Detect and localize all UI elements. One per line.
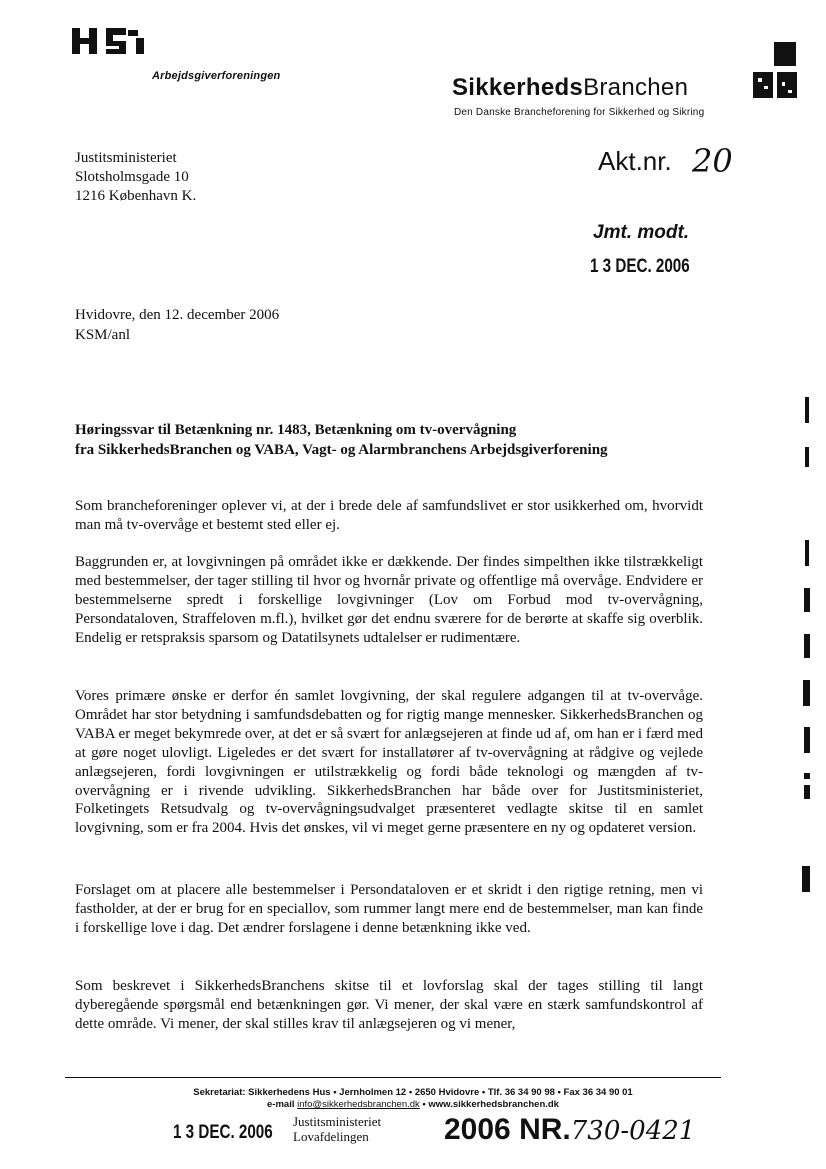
sb-logo-name — [452, 74, 688, 102]
margin-mark — [804, 634, 810, 658]
body-paragraph: Forslaget om at placere alle bestemmelser i Persondataloven er et skridt i den rigtige retning, men vi fastholder, at der er brug for en speciallov, som rummer langt mere end de bestemmelser, man kan finde i forskellige love i dag. Det ændrer forslagene i denne betænkning ikke ved. — [75, 882, 703, 936]
recipient-line: 1216 København K. — [75, 188, 197, 204]
margin-mark — [804, 727, 810, 753]
receipt-stamp-ministry — [293, 1114, 381, 1144]
reference-initials: KSM/anl — [75, 327, 131, 343]
sb-logo-name-light: Branchen — [583, 74, 689, 101]
margin-mark — [805, 447, 809, 467]
hs-tagline: Arbejdsgiverforeningen — [152, 70, 281, 82]
footer-email-label: e-mail — [267, 1099, 298, 1110]
body-paragraph: Som brancheforeninger oplever vi, at der i brede dele af samfundslivet er stor usikkerhed om, hvorvidt man må tv-overvåge et bestemt sted eller ej. — [75, 498, 703, 533]
akt-nr-handwritten: 20 — [692, 142, 733, 180]
margin-mark — [804, 773, 810, 779]
subject-heading — [75, 420, 608, 460]
akt-nr-label: Akt.nr. — [598, 146, 672, 176]
margin-mark — [803, 680, 810, 706]
footer-email-link[interactable]: info@sikkerhedsbranchen.dk — [297, 1099, 420, 1110]
recipient-address — [75, 149, 196, 206]
subject-line: fra SikkerhedsBranchen og VABA, Vagt- og Alarmbranchens Arbejdsgiverforening — [75, 442, 608, 458]
receipt-number-handwritten: 730-0421 — [570, 1116, 696, 1146]
receipt-number — [444, 1113, 695, 1147]
sb-logo-subtitle: Den Danske Brancheforening for Sikkerhed og Sikring — [454, 107, 705, 118]
margin-mark — [805, 540, 809, 566]
hs-logo — [72, 26, 156, 58]
received-stamp-date: 1 3 DEC. 2006 — [590, 256, 690, 277]
sb-logo-name-bold: Sikkerheds — [452, 74, 584, 101]
subject-line: Høringssvar til Betænkning nr. 1483, Betænkning om tv-overvågning — [75, 422, 517, 438]
receipt-number-prefix: 2006 NR. — [444, 1113, 571, 1146]
received-stamp-label: Jmt. modt. — [593, 222, 690, 243]
recipient-line: Justitsministeriet — [75, 150, 177, 166]
body-paragraph: Som beskrevet i SikkerhedsBranchens skitse til et lovforslag skal der tages stilling til langt dyberegående spørgsmål end betænkningen gør. Vi mener, der skal være en stærk samfundskontrol af dette område. Vi mener, der skal stilles krav til anlægsejeren og vi mener, — [75, 978, 703, 1032]
receipt-stamp-date: 1 3 DEC. 2006 — [173, 1122, 273, 1143]
margin-mark — [804, 588, 810, 612]
footer-divider — [65, 1077, 721, 1078]
date-line: Hvidovre, den 12. december 2006 — [75, 307, 280, 323]
body-paragraph: Baggrunden er, at lovgivningen på området ikke er dækkende. Der findes simpelthen ikke tilstrækkeligt med bestemmelser, der tager stilling til hvor og hvornår private og offentlige må overvåge. Endvidere er bestemmelserne spredt i forskellige lovgivninger (Lov om Forbud mod tv-overvågning, Persondataloven, Straffeloven m.fl.), hvilket gør det endnu sværere for de berørte at skaffe sig overblik. Endelig er retspraksis sparsom og Datatilsynets udtalelser er rudimentære. — [75, 554, 703, 646]
recipient-line: Slotsholmsgade 10 — [75, 169, 189, 185]
margin-mark — [805, 397, 809, 423]
margin-mark — [802, 866, 810, 892]
footer-contact — [0, 1099, 826, 1110]
receipt-ministry-line: Lovafdelingen — [293, 1129, 369, 1144]
footer-web: • www.sikkerhedsbranchen.dk — [419, 1099, 559, 1110]
margin-mark — [804, 785, 810, 799]
place-date — [75, 305, 279, 345]
sb-logo-mark — [752, 42, 804, 102]
footer-address: Sekretariat: Sikkerhedens Hus • Jernholmen 12 • 2650 Hvidovre • Tlf. 36 34 90 98 • Fax 36 34 90 01 — [193, 1087, 633, 1098]
body-paragraph: Vores primære ønske er derfor én samlet lovgivning, der skal regulere adgangen til at tv-overvåge. Området har stor betydning i samfundsdebatten og for rigtig mange mennesker. SikkerhedsBranchen og VABA er meget bekymrede over, at det er så svært for anlægsejeren at finde ud af, om han er i færd med at gøre noget ulovligt. Ligeledes er det svært for installatører af tv-overvågning at rådgive og vejlede anlægsejeren, fordi lovgivningen er utilstrækkelig og fordi både teknologi og mængden af tv-overvågning er i rivende udvikling. SikkerhedsBranchen har både over for Justitsministeriet, Folketingets Retsudvalg og tv-overvågningsudvalget præsenteret vedlagte skitse til en samlet lovgivning, som er fra 2004. Hvis det ønskes, vil vi meget gerne præsentere en ny og opdateret version. — [75, 688, 703, 837]
receipt-ministry-line: Justitsministeriet — [293, 1114, 382, 1129]
